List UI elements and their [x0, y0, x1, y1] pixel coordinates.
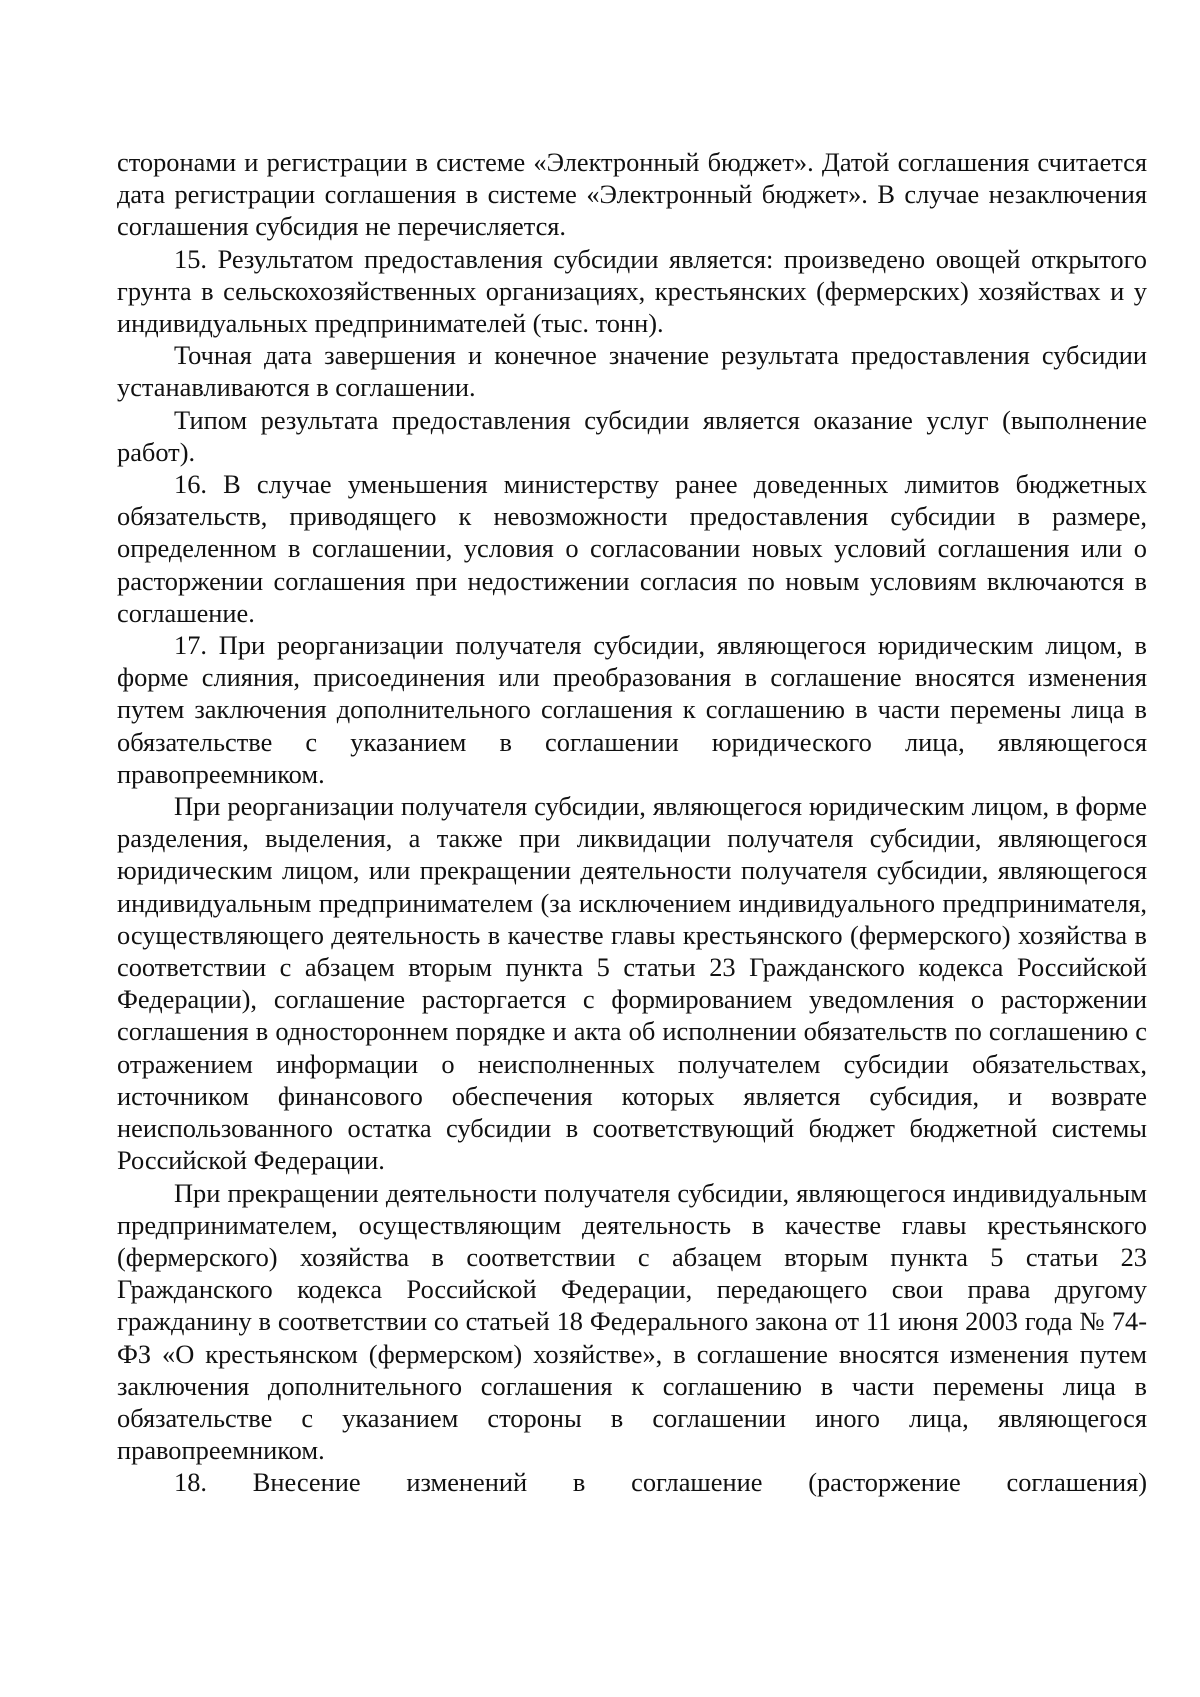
paragraph-continuation: сторонами и регистрации в системе «Электронный бюджет». Датой соглашения считается дата регистрации соглашения в системе «Электронный бюджет». В случае незаключения соглашения субсидия не перечисляется.	[117, 147, 1147, 242]
paragraph-result-type: Типом результата предоставления субсидии является оказание услуг (выполнение работ).	[117, 404, 1147, 467]
paragraph-result-date: Точная дата завершения и конечное значение результата предоставления субсидии устанавливаются в соглашении.	[117, 340, 1147, 403]
paragraph-termination-farm: При прекращении деятельности получателя субсидии, являющегося индивидуальным предпринимателем, осуществляющим деятельность в качестве главы крестьянского (фермерского) хозяйства в соответствии с абзацем вторым пункта 5 статьи 23 Гражданского кодекса Российской Федерации, передающего свои права другому гражданину в соответствии со статьей 18 Федерального закона от 11 июня 2003 года № 74-ФЗ «О крестьянском (фермерском) хозяйстве», в соглашение вносятся изменения путем заключения дополнительного соглашения к соглашению в части перемены лица в обязательстве с указанием стороны в соглашении иного лица, являющегося правопреемником.	[117, 1177, 1147, 1466]
paragraph-item-16: 16. В случае уменьшения министерству ранее доведенных лимитов бюджетных обязательств, приводящего к невозможности предоставления субсидии в размере, определенном в соглашении, условия о согласовании новых условий соглашения или о расторжении соглашения при недостижении согласия по новым условиям включаются в соглашение.	[117, 469, 1147, 628]
paragraph-item-15: 15. Результатом предоставления субсидии является: произведено овощей открытого грунта в сельскохозяйственных организациях, крестьянских (фермерских) хозяйствах и у индивидуальных предпринимателей (тыс. тонн).	[117, 243, 1147, 339]
paragraph-item-17: 17. При реорганизации получателя субсидии, являющегося юридическим лицом, в форме слияния, присоединения или преобразования в соглашение вносятся изменения путем заключения дополнительного соглашения к соглашению в части перемены лица в обязательстве с указанием в соглашении юридического лица, являющегося правопреемником.	[117, 630, 1147, 789]
paragraph-reorganization-division: При реорганизации получателя субсидии, являющегося юридическим лицом, в форме разделения, выделения, а также при ликвидации получателя субсидии, являющегося юридическим лицом, или прекращении деятельности получателя субсидии, являющегося индивидуальным предпринимателем (за исключением индивидуального предпринимателя, осуществляющего деятельность в качестве главы крестьянского (фермерского) хозяйства в соответствии с абзацем вторым пункта 5 статьи 23 Гражданского кодекса Российской Федерации), соглашение расторгается с формированием уведомления о расторжении соглашения в одностороннем порядке и акта об исполнении обязательств по соглашению с отражением информации о неисполненных получателем субсидии обязательствах, источником финансового обеспечения которых является субсидия, и возврате неиспользованного остатка субсидии в соответствующий бюджет бюджетной системы Российской Федерации.	[117, 791, 1147, 1176]
paragraph-item-18: 18. Внесение изменений в соглашение (расторжение соглашения)	[174, 1467, 1147, 1498]
document-body	[117, 146, 1147, 1499]
